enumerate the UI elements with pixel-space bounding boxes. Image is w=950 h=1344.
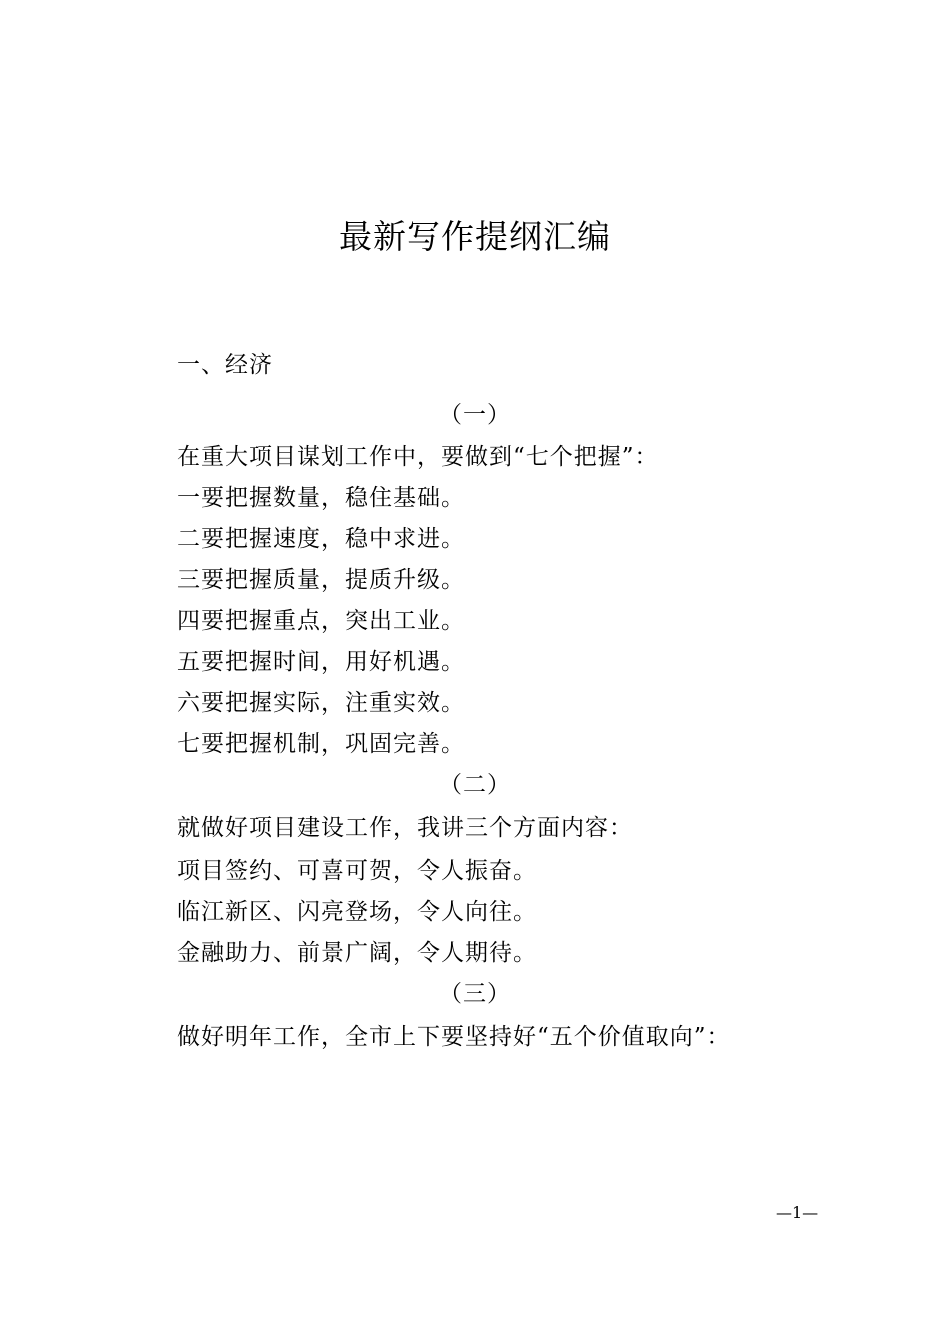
list-item: 四要把握重点，突出工业。 (177, 608, 465, 634)
list-item: 临江新区、闪亮登场，令人向往。 (177, 899, 537, 925)
part-intro: 做好明年工作，全市上下要坚持好“五个价值取向”： (177, 1024, 731, 1050)
part-label: （三） (439, 981, 511, 1007)
list-item: 五要把握时间，用好机遇。 (177, 649, 465, 675)
list-item: 一要把握数量，稳住基础。 (177, 485, 465, 511)
page-number: —1— (776, 1203, 819, 1222)
list-item: 六要把握实际，注重实效。 (177, 690, 465, 716)
part-intro: 就做好项目建设工作，我讲三个方面内容： (177, 815, 633, 841)
list-item: 二要把握速度，稳中求进。 (177, 526, 465, 552)
list-item: 金融助力、前景广阔，令人期待。 (177, 940, 537, 966)
document-title: 最新写作提纲汇编 (339, 217, 611, 256)
list-item: 三要把握质量，提质升级。 (177, 567, 465, 593)
part-label: （二） (439, 772, 511, 798)
list-item: 七要把握机制，巩固完善。 (177, 731, 465, 757)
part-label: （一） (439, 402, 511, 428)
part-intro: 在重大项目谋划工作中，要做到“七个把握”： (177, 444, 659, 470)
section-heading: 一、经济 (177, 352, 273, 378)
list-item: 项目签约、可喜可贺，令人振奋。 (177, 858, 537, 884)
